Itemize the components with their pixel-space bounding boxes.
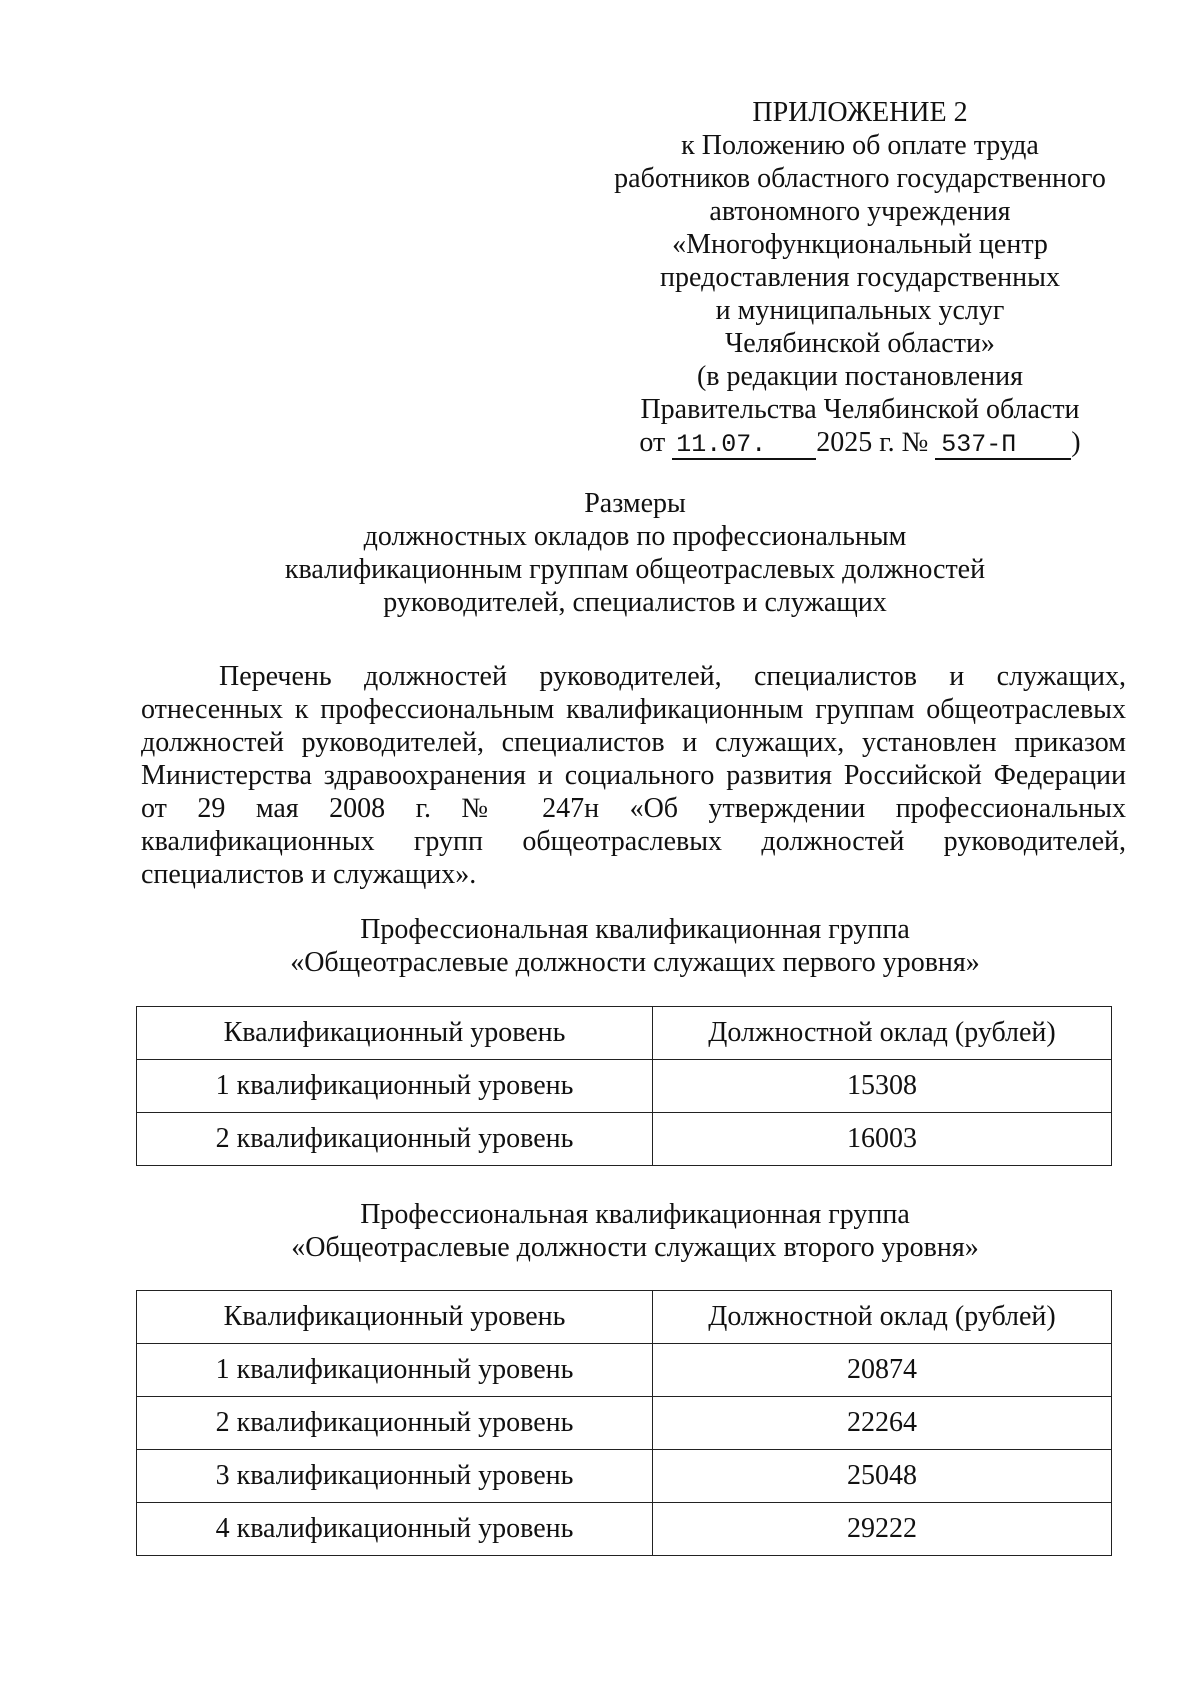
level-cell: 3 квалификационный уровень <box>137 1450 653 1503</box>
salary-cell: 15308 <box>653 1060 1112 1113</box>
salary-cell: 29222 <box>653 1503 1112 1556</box>
intro-paragraph <box>141 660 1126 891</box>
paragraph-line: должностей руководителей, специалистов и служащих, установлен приказом <box>141 727 1126 758</box>
paragraph-line: Перечень должностей руководителей, специалистов и служащих, <box>219 661 1126 692</box>
group-1-table <box>136 1006 1112 1166</box>
appendix-line: работников областного государственного <box>614 163 1106 194</box>
level-cell: 1 квалификационный уровень <box>137 1060 653 1113</box>
group-title-line: «Общеотраслевые должности служащих первого уровня» <box>290 947 980 978</box>
heading-line: руководителей, специалистов и служащих <box>383 587 887 618</box>
group-title-line: «Общеотраслевые должности служащих второго уровня» <box>291 1232 979 1263</box>
group-1-title <box>140 913 1130 979</box>
appendix-block <box>600 96 1120 460</box>
table-header-row <box>137 1291 1112 1344</box>
header-salary: Должностной оклад (рублей) <box>653 1007 1112 1060</box>
resolution-date-field: 11.07. <box>672 432 816 460</box>
resolution-date-line <box>600 426 1120 460</box>
appendix-line: и муниципальных услуг <box>715 295 1005 326</box>
table-row <box>137 1503 1112 1556</box>
salary-cell: 22264 <box>653 1397 1112 1450</box>
table-row <box>137 1397 1112 1450</box>
paragraph-line: Министерства здравоохранения и социального развития Российской Федерации <box>141 760 1126 791</box>
heading-line: квалификационным группам общеотраслевых должностей <box>284 554 986 585</box>
appendix-line: предоставления государственных <box>660 262 1060 293</box>
appendix-title: ПРИЛОЖЕНИЕ 2 <box>752 97 968 128</box>
resolution-number-field: 537-П <box>935 432 1071 460</box>
paragraph-line: от 29 мая 2008 г. № 247н «Об утверждении профессиональных <box>141 793 1126 824</box>
header-level: Квалификационный уровень <box>137 1291 653 1344</box>
year-text: 2025 г. № <box>816 427 929 458</box>
appendix-line: «Многофункциональный центр <box>672 229 1048 260</box>
heading-line: Размеры <box>584 488 686 519</box>
paragraph-line: квалификационных групп общеотраслевых должностей руководителей, <box>141 826 1126 857</box>
level-cell: 1 квалификационный уровень <box>137 1344 653 1397</box>
salary-cell: 16003 <box>653 1113 1112 1166</box>
table-row <box>137 1060 1112 1113</box>
level-cell: 4 квалификационный уровень <box>137 1503 653 1556</box>
close-paren: ) <box>1071 427 1081 458</box>
date-prefix: от <box>639 427 666 458</box>
table-row <box>137 1450 1112 1503</box>
appendix-line: к Положению об оплате труда <box>681 130 1039 161</box>
appendix-line: автономного учреждения <box>709 196 1011 227</box>
header-salary: Должностной оклад (рублей) <box>653 1291 1112 1344</box>
document-heading <box>140 487 1130 619</box>
level-cell: 2 квалификационный уровень <box>137 1113 653 1166</box>
table-row <box>137 1113 1112 1166</box>
group-title-line: Профессиональная квалификационная группа <box>360 914 910 945</box>
level-cell: 2 квалификационный уровень <box>137 1397 653 1450</box>
appendix-line: Челябинской области» <box>725 328 995 359</box>
salary-cell: 25048 <box>653 1450 1112 1503</box>
appendix-line: Правительства Челябинской области <box>640 394 1080 425</box>
group-2-title <box>140 1198 1130 1264</box>
header-level: Квалификационный уровень <box>137 1007 653 1060</box>
salary-cell: 20874 <box>653 1344 1112 1397</box>
heading-line: должностных окладов по профессиональным <box>363 521 907 552</box>
appendix-line: (в редакции постановления <box>696 361 1024 392</box>
group-2-table <box>136 1290 1112 1556</box>
paragraph-line: отнесенных к профессиональным квалификационным группам общеотраслевых <box>141 694 1126 725</box>
group-title-line: Профессиональная квалификационная группа <box>360 1199 910 1230</box>
table-row <box>137 1344 1112 1397</box>
table-header-row <box>137 1007 1112 1060</box>
paragraph-line: специалистов и служащих». <box>141 859 477 890</box>
